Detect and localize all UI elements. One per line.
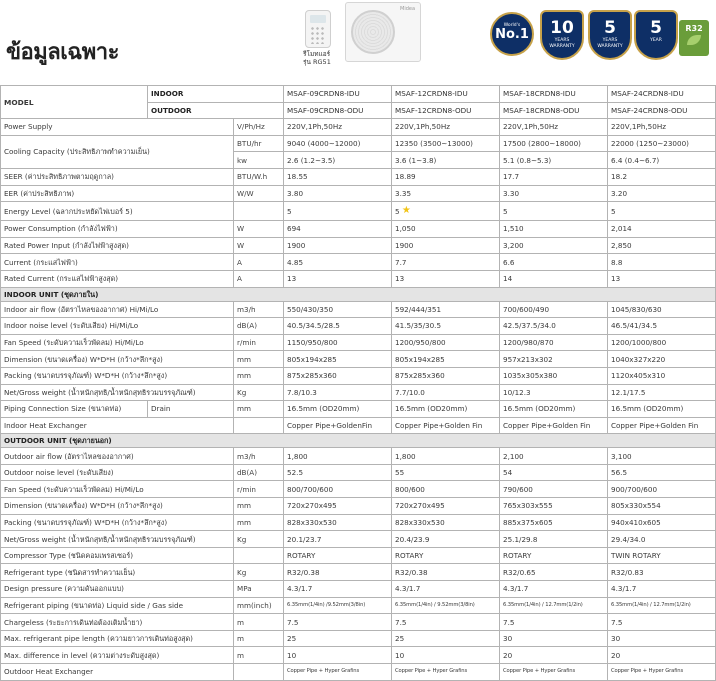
row-value: 25.1/29.8 (500, 531, 608, 548)
warranty-10-badge: 10 YEARS WARRANTY (540, 10, 584, 60)
row-value: 592/444/351 (392, 301, 500, 318)
outdoor-spec-row (1, 630, 716, 647)
row-value: 885x375x605 (500, 514, 608, 531)
row-value: 7.5 (284, 614, 392, 631)
row-value: 20.4/23.9 (392, 531, 500, 548)
row-value: 550/430/350 (284, 301, 392, 318)
spec-row-eer: EER (ค่าประสิทธิภาพ) W/W 3.80 3.35 3.30 3.20 (1, 185, 716, 202)
row-value: 875x285x360 (392, 367, 500, 384)
row-value: 1045/830/630 (608, 301, 716, 318)
row-label: Indoor air flow (อัตราไหลของอากาศ) Hi/Mi/Lo (1, 301, 234, 318)
row-value: 4.3/1.7 (284, 581, 392, 598)
r32-badge: R32 (679, 20, 709, 56)
row-label: Design pressure (ความดันออกแบบ) (1, 581, 234, 598)
row-value: 12.1/17.5 (608, 384, 716, 401)
page-header (0, 0, 715, 84)
row-value: 10/12.3 (500, 384, 608, 401)
row-value: 3,100 (608, 448, 716, 465)
row-value: 16.5mm (OD20mm) (392, 401, 500, 418)
row-value: 1200/950/800 (392, 334, 500, 351)
row-unit: Kg (234, 531, 284, 548)
section-outdoor-unit: OUTDOOR UNIT (ชุดภายนอก) (1, 434, 716, 448)
indoor-spec-row (1, 384, 716, 401)
row-unit: mm(inch) (234, 597, 284, 614)
row-label: Piping Connection Size (ขนาดท่อ) (1, 401, 148, 418)
spec-table (0, 85, 716, 681)
row-value: 20.1/23.7 (284, 531, 392, 548)
row-value: 1040x327x220 (608, 351, 716, 368)
spec-row-current: Current (กระแสไฟฟ้า) A 4.85 7.7 6.6 8.8 (1, 254, 716, 271)
row-value: 800/600 (392, 481, 500, 498)
row-value: 16.5mm (OD20mm) (500, 401, 608, 418)
row-value: 40.5/34.5/28.5 (284, 318, 392, 335)
row-value: 4.3/1.7 (608, 581, 716, 598)
row-value: 828x330x530 (392, 514, 500, 531)
row-value: 1200/980/870 (500, 334, 608, 351)
row-label: Max. difference in level (ความต่างระดับสูงสุด) (1, 647, 234, 664)
row-value: Copper Pipe + Hyper Grafins (392, 664, 500, 681)
row-label: Net/Gross weight (น้ำหนักสุทธิ/น้ำหนักสุทธิรวมบรรจุภัณฑ์) (1, 531, 234, 548)
row-value: TWIN ROTARY (608, 547, 716, 564)
spec-row-cooling-kw: kw 2.6 (1.2~3.5) 3.6 (1~3.8) 5.1 (0.8~5.3) 6.4 (0.4~6.7) (1, 152, 716, 169)
row-unit (234, 664, 284, 681)
row-unit: mm (234, 401, 284, 418)
row-value: 7.7/10.0 (392, 384, 500, 401)
row-unit: m (234, 647, 284, 664)
row-unit: mm (234, 367, 284, 384)
row-value: 16.5mm (OD20mm) (608, 401, 716, 418)
row-value: 46.5/41/34.5 (608, 318, 716, 335)
row-value: 1150/950/800 (284, 334, 392, 351)
spec-row-energy-level: Energy Level (ฉลากประหยัดไฟเบอร์ 5) 5 5 ★ 5 5 (1, 202, 716, 221)
row-sublabel: Drain (148, 401, 234, 418)
row-value: 52.5 (284, 464, 392, 481)
outdoor-spec-row (1, 581, 716, 598)
star-icon: ★ (401, 204, 411, 216)
warranty-5-year-badge: 5 YEAR (634, 10, 678, 60)
outdoor-spec-row (1, 464, 716, 481)
row-unit (234, 417, 284, 434)
world-no1-badge: World's No.1 (490, 12, 534, 56)
row-value: 720x270x495 (284, 498, 392, 515)
row-value: 765x303x555 (500, 498, 608, 515)
row-value: 10 (284, 647, 392, 664)
row-label: Fan Speed (ระดับความเร็วพัดลม) Hi/Mi/Lo (1, 481, 234, 498)
model-header: MODEL (1, 86, 148, 119)
outdoor-spec-row (1, 614, 716, 631)
indoor-spec-row (1, 334, 716, 351)
row-unit: Kg (234, 564, 284, 581)
row-unit: m3/h (234, 301, 284, 318)
row-unit: m3/h (234, 448, 284, 465)
row-value: ROTARY (392, 547, 500, 564)
row-value: 20 (500, 647, 608, 664)
row-value: 4.3/1.7 (500, 581, 608, 598)
row-value: R32/0.38 (284, 564, 392, 581)
row-label: Outdoor noise level (ระดับเสียง) (1, 464, 234, 481)
outdoor-spec-row (1, 531, 716, 548)
row-value: Copper Pipe + Hyper Grafins (284, 664, 392, 681)
row-label: Indoor Heat Exchanger (1, 417, 234, 434)
row-value: 828x330x530 (284, 514, 392, 531)
row-unit: mm (234, 351, 284, 368)
row-unit (234, 547, 284, 564)
row-value: 10 (392, 647, 500, 664)
row-value: R32/0.38 (392, 564, 500, 581)
row-value: 4.3/1.7 (392, 581, 500, 598)
row-value: R32/0.83 (608, 564, 716, 581)
remote-caption: รีโมทแอร์ รุ่น RG51 (303, 50, 331, 66)
outdoor-spec-row (1, 664, 716, 681)
row-value: 55 (392, 464, 500, 481)
row-value: 805x194x285 (392, 351, 500, 368)
spec-row-rated-current: Rated Current (กระแสไฟฟ้าสูงสุด) A 13 13 14 13 (1, 270, 716, 287)
row-value: 7.8/10.3 (284, 384, 392, 401)
outdoor-header: OUTDOOR (148, 102, 284, 119)
row-label: Packing (ขนาดบรรจุภัณฑ์) W*D*H (กว้าง*ลึก*สูง) (1, 514, 234, 531)
row-value: 1035x305x380 (500, 367, 608, 384)
remote-control-image (305, 10, 331, 48)
outdoor-unit-image: Midea (345, 2, 421, 62)
row-value: 6.35mm(1/4in) / 9.52mm(3/8in) (392, 597, 500, 614)
row-value: 720x270x495 (392, 498, 500, 515)
row-value: 900/700/600 (608, 481, 716, 498)
indoor-spec-row (1, 301, 716, 318)
outdoor-spec-row (1, 647, 716, 664)
page-title: ข้อมูลเฉพาะ (6, 40, 119, 65)
row-value: Copper Pipe+GoldenFin (284, 417, 392, 434)
row-value: 6.35mm(1/4in) /9.52mm(3/8in) (284, 597, 392, 614)
leaf-icon (687, 35, 701, 45)
row-value: 805x330x554 (608, 498, 716, 515)
row-label: Outdoor air flow (อัตราไหลของอากาศ) (1, 448, 234, 465)
row-value: 790/600 (500, 481, 608, 498)
indoor-spec-row (1, 318, 716, 335)
indoor-header: INDOOR (148, 86, 284, 103)
row-value: ROTARY (500, 547, 608, 564)
outdoor-spec-row (1, 597, 716, 614)
spec-row-power-consumption: Power Consumption (กำลังไฟฟ้า) W 694 1,050 1,510 2,014 (1, 221, 716, 238)
row-value: 16.5mm (OD20mm) (284, 401, 392, 418)
row-label: Fan Speed (ระดับความเร็วพัดลม) Hi/Mi/Lo (1, 334, 234, 351)
row-unit: dB(A) (234, 318, 284, 335)
spec-row-cooling-btu: Cooling Capacity (ประสิทธิภาพทำความเย็น) BTU/hr 9040 (4000~12000) 12350 (3500~13000) 17500 (2800~18000) 22000 (1250~23000) (1, 135, 716, 152)
row-value: 54 (500, 464, 608, 481)
section-indoor-unit: INDOOR UNIT (ชุดภายใน) (1, 287, 716, 301)
row-label: Max. refrigerant pipe length (ความยาวการเดินท่อสูงสุด) (1, 630, 234, 647)
row-value: 20 (608, 647, 716, 664)
row-value: 41.5/35/30.5 (392, 318, 500, 335)
row-unit: MPa (234, 581, 284, 598)
row-label: Net/Gross weight (น้ำหนักสุทธิ/น้ำหนักสุทธิรวมบรรจุภัณฑ์) (1, 384, 234, 401)
row-label: Indoor noise level (ระดับเสียง) Hi/Mi/Lo (1, 318, 234, 335)
outdoor-spec-row (1, 498, 716, 515)
row-label: Packing (ขนาดบรรจุภัณฑ์) W*D*H (กว้าง*ลึก*สูง) (1, 367, 234, 384)
indoor-spec-row (1, 351, 716, 368)
row-unit: mm (234, 498, 284, 515)
row-value: 700/600/490 (500, 301, 608, 318)
spec-row-rated-power: Rated Power Input (กำลังไฟฟ้าสูงสุด) W 1900 1900 3,200 2,850 (1, 237, 716, 254)
row-unit: dB(A) (234, 464, 284, 481)
row-value: R32/0.65 (500, 564, 608, 581)
row-value: 6.35mm(1/4in) / 12.7mm(1/2in) (500, 597, 608, 614)
row-value: 940x410x605 (608, 514, 716, 531)
row-value: Copper Pipe+Golden Fin (608, 417, 716, 434)
outdoor-spec-row (1, 547, 716, 564)
warranty-5-badge: 5 YEARS WARRANTY (588, 10, 632, 60)
row-value: Copper Pipe+Golden Fin (500, 417, 608, 434)
indoor-spec-row (1, 367, 716, 384)
spec-row-power-supply: Power Supply V/Ph/Hz 220V,1Ph,50Hz 220V,1Ph,50Hz 220V,1Ph,50Hz 220V,1Ph,50Hz (1, 119, 716, 136)
row-value: 7.5 (608, 614, 716, 631)
row-value: 29.4/34.0 (608, 531, 716, 548)
row-value: Copper Pipe+Golden Fin (392, 417, 500, 434)
outdoor-spec-row (1, 481, 716, 498)
row-value: 1,800 (392, 448, 500, 465)
row-label: Chargeless (ระยะการเดินท่อต้องเติมน้ำยา) (1, 614, 234, 631)
row-value: 7.5 (500, 614, 608, 631)
row-value: 1,800 (284, 448, 392, 465)
row-value: 1120x405x310 (608, 367, 716, 384)
spec-row-seer: SEER (ค่าประสิทธิภาพตามฤดูกาล) BTU/W.h 18.55 18.89 17.7 18.2 (1, 168, 716, 185)
row-label: Dimension (ขนาดเครื่อง) W*D*H (กว้าง*ลึก*สูง) (1, 351, 234, 368)
row-value: 957x213x302 (500, 351, 608, 368)
row-value: ROTARY (284, 547, 392, 564)
header-row-indoor: MODEL INDOOR MSAF-09CRDN8-IDU MSAF-12CRDN8-IDU MSAF-18CRDN8-IDU MSAF-24CRDN8-IDU (1, 86, 716, 103)
row-value: Copper Pipe + Hyper Grafins (608, 664, 716, 681)
indoor-spec-row (1, 417, 716, 434)
row-value: 805x194x285 (284, 351, 392, 368)
header-row-outdoor: OUTDOOR MSAF-09CRDN8-ODU MSAF-12CRDN8-ODU MSAF-18CRDN8-ODU MSAF-24CRDN8-ODU (1, 102, 716, 119)
row-value: 1200/1000/800 (608, 334, 716, 351)
indoor-spec-row (1, 401, 716, 418)
row-value: 30 (608, 630, 716, 647)
outdoor-spec-row (1, 564, 716, 581)
row-value: 6.35mm(1/4in) / 12.7mm(1/2in) (608, 597, 716, 614)
row-value: 56.5 (608, 464, 716, 481)
outdoor-spec-row (1, 448, 716, 465)
row-label: Dimension (ขนาดเครื่อง) W*D*H (กว้าง*ลึก*สูง) (1, 498, 234, 515)
row-unit: Kg (234, 384, 284, 401)
row-unit: mm (234, 514, 284, 531)
row-label: Refrigerant piping (ขนาดท่อ) Liquid side / Gas side (1, 597, 234, 614)
row-value: 30 (500, 630, 608, 647)
row-value: 800/700/600 (284, 481, 392, 498)
row-value: 42.5/37.5/34.0 (500, 318, 608, 335)
row-value: 7.5 (392, 614, 500, 631)
row-unit: m (234, 614, 284, 631)
row-value: 875x285x360 (284, 367, 392, 384)
row-label: Compressor Type (ชนิดคอมเพรสเซอร์) (1, 547, 234, 564)
row-label: Refrigerant type (ชนิดสารทำความเย็น) (1, 564, 234, 581)
row-value: 25 (392, 630, 500, 647)
row-unit: m (234, 630, 284, 647)
outdoor-spec-row (1, 514, 716, 531)
row-value: Copper Pipe + Hyper Grafins (500, 664, 608, 681)
row-unit: r/min (234, 481, 284, 498)
row-value: 25 (284, 630, 392, 647)
row-unit: r/min (234, 334, 284, 351)
row-label: Outdoor Heat Exchanger (1, 664, 234, 681)
row-value: 2,100 (500, 448, 608, 465)
